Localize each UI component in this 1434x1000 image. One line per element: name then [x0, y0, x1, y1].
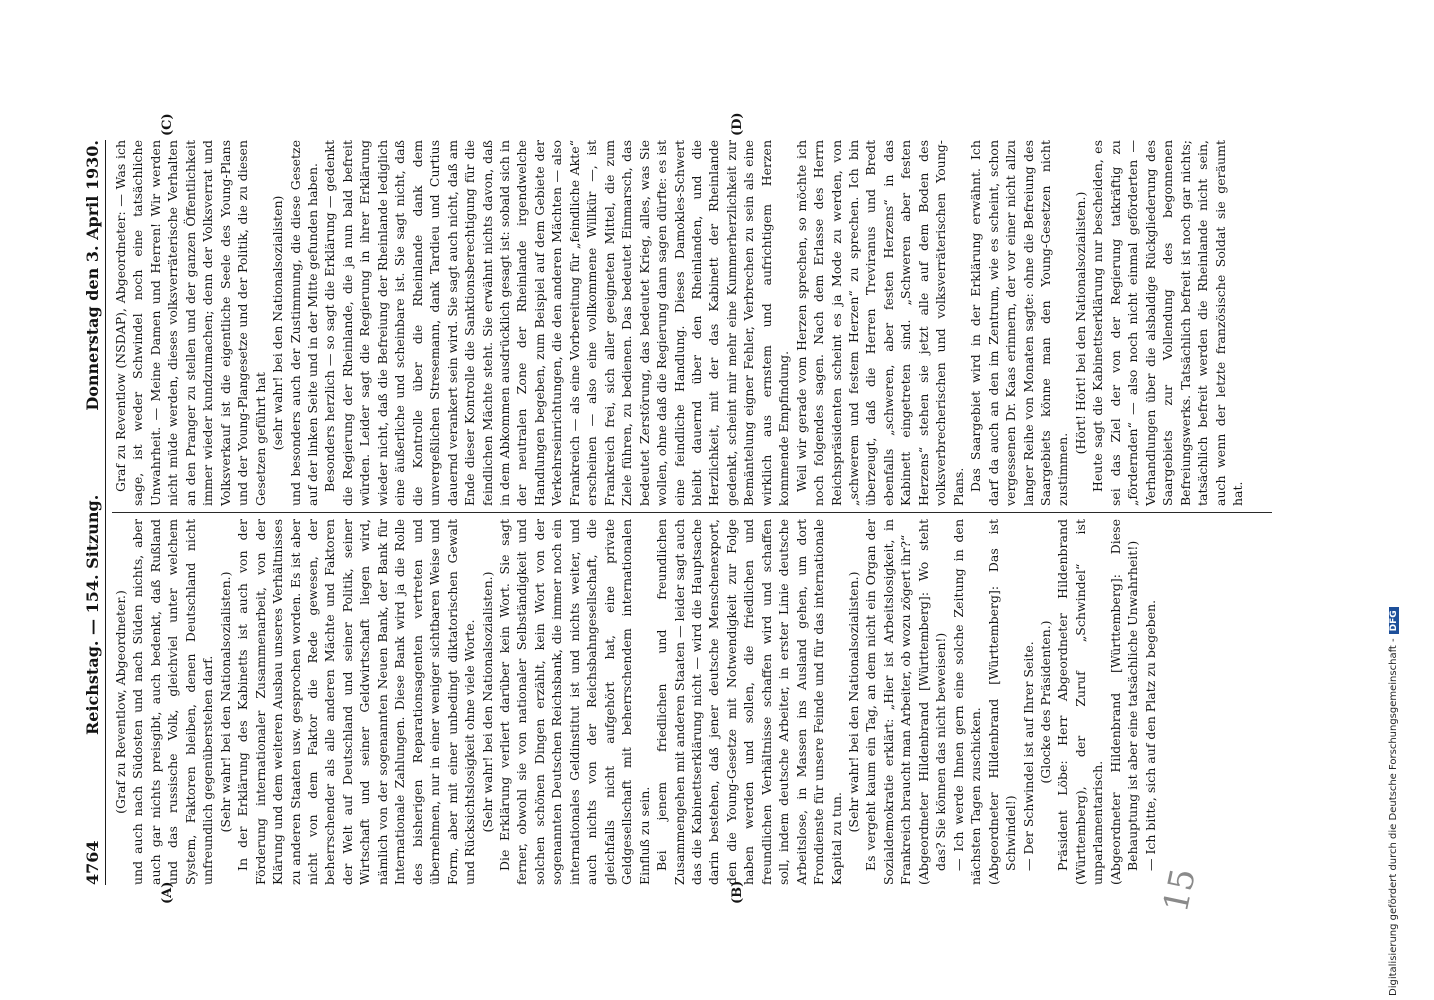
- paragraph: Die Erklärung verliert darüber kein Wort. Sie sagt ferner, obwohl sie von nationaler Selbständigkeit und solchen schönen Dingen erzählt, kein Wort von der sogenannten Deutschen Reichsbank, die immer noch ein internationales Geldinstitut ist und nichts weiter, und auch nichts von der Reichsbahngesellschaft, die gleichfalls nicht aufgehört hat, eine private Geldgesellschaft mit beherrschendem internationalen Einfluß zu sein.: [496, 519, 652, 885]
- interjection: (Sehr wahr! bei den Nationalsozialisten.): [217, 571, 233, 833]
- speaker-note: (Graf zu Reventlow, Abgeordneter.): [113, 590, 128, 814]
- paragraph: Es vergeht kaum ein Tag, an dem nicht ein Organ der Sozialdemokratie erklärt: „Hier ist Arbeitslosigkeit, in Frankreich braucht man Arbeiter, ob wozu zögert ihr?“: [863, 519, 914, 885]
- paragraph: Graf zu Reventlow (NSDAP), Abgeordneter: — Was ich sage, ist weder Schwindel noch eine tatsächliche Unwahrheit. — Meine Damen und Herren! Wir werden nicht müde werden, dieses volksverräterische Verhalten an den Pranger zu stellen und der ganzen Öffentlichkeit immer wieder kundzumachen; denn der Volksverrat und Volksverkauf ist die eigentliche Seele des Young-Plans und der Young-Plangesetze und der Politik, die zu diesen Gesetzen geführt hat: [113, 140, 268, 506]
- page-header: [83, 140, 106, 885]
- page-number: 4764: [83, 840, 102, 885]
- digitization-credit: [1388, 607, 1399, 996]
- paragraph: — Der Schwindel ist auf Ihrer Seite.: [1020, 641, 1036, 871]
- paragraph: Besonders herzlich — so sagt die Erklärung — gedenkt die Regierung der Rheinlande, die ja nun bald befreit würden. Leider sagt die Regierung in ihrer Erklärung wieder nicht, daß die Befreiung der Rheinlande lediglich eine äußerliche und scheinbare ist. Sie sagt nicht, daß die Kontrolle über die Rheinlande dank dem unvergeßlichen Stresemann, dank Tardieu und Curtius dauernd verankert sein wird. Sie sagt auch nicht, daß am Ende dieser Kontrolle die Sanktionsberechtigung für die feindlichen Mächte steht. Sie erwähnt nichts davon, daß in dem Abkommen ausdrücklich gesagt ist: sobald sich in der neutralen Zone der Rheinlande irgendwelche Handlungen begeben, zum Beispiel auf dem Gebiete der Verkehrseinrichtungen, die den anderen Mächten — also Frankreich — als eine Vorbereitung für „feindliche Akte“ erscheinen — also eine vollkommene Willkür —, ist Frankreich frei, sich aller geeigneten Mittel, die zum Ziele führen, zu bedienen. Das bedeutet Einmarsch, das bedeutet Zerstörung, das bedeutet Krieg, alles, was Sie wollen, ohne daß die Regierung dann sagen dürfte: es ist eine feindliche Handlung. Dieses Damokles-Schwert bleibt dauernd über den Rheinlanden, und die Herzlichkeit, mit der das Kabinett der Rheinlande gedenkt, scheint mir mehr eine Kummerherzlichkeit zur Bemäntelung eigner Fehler, Verbrechen zu sein als eine wirklich aus ernstem und aufrichtigem Herzen kommende Empfindung.: [322, 140, 792, 506]
- paragraph: Heute sagt die Kabinettserklärung nur bescheiden, es sei das Ziel der von der Regierung tatkräftig zu „fördernden“ — also noch nicht einmal geförderten — Verhandlungen über die alsbaldige Rückgliederung des Saargebiets zur Vollendung des begonnenen Befreiungswerks. Tatsächlich befreit ist noch gar nichts; tatsächlich befreit werden die Rheinlande nicht sein, auch wenn der letzte französische Soldat sie geräumt hat.: [1090, 140, 1245, 506]
- paragraph: In der Erklärung des Kabinetts ist auch von der Förderung internationaler Zusammenarbeit, von der Klärung und dem weiteren Ausbau unseres Verhältnisses zu anderen Staaten usw. gesprochen worden. Es ist aber nicht von dem Faktor die Rede gewesen, der beherrschender als alle anderen Mächte und Faktoren der Welt auf Deutschland und seiner Politik, seiner Wirtschaft und seiner Geldwirtschaft liegen wird, nämlich von der sogenannten Neuen Bank, der Bank für Internationale Zahlungen. Diese Bank wird ja die Rolle des bisherigen Reparationsagenten vertreten und übernehmen, nur in einer weniger sichtbaren Weise und Form, aber mit einer unbedingt diktatorischen Gewalt und Rücksichtslosigkeit ohne viele Worte.: [235, 519, 478, 885]
- paragraph: und auch nach Südosten und nach Süden nichts, aber auch gar nichts preisgibt, auch bedenkt, daß Rußland und das russische Volk, gleichviel unter welchem System, Faktoren bleiben, denen Deutschland nicht unfreundlich gegenüberstehen darf.: [130, 519, 216, 885]
- interjection: (Abgeordneter Hildenbrand [Württemberg]: Wo steht das? Sie können das nicht beweisen!): [915, 519, 949, 885]
- credit-text: Digitalisierung gefördert durch die Deutsche Forschungsgemeinschaft -: [1388, 638, 1399, 996]
- paragraph: Das Saargebiet wird in der Erklärung erwähnt. Ich darf da auch an den im Zentrum, wie es scheint, schon vergessenen Dr. Kaas erinnern, der vor einer nicht allzu langer Reihe von Monaten sagte: ohne die Befreiung des Saargebiets könne man den Young-Gesetzen nicht zustimmen.: [968, 140, 1071, 506]
- column-divider: [112, 512, 1272, 513]
- column-right: [112, 140, 1246, 506]
- margin-marker-c: (C): [160, 113, 175, 136]
- interjection: (Glocke des Präsidenten.): [1038, 620, 1054, 784]
- margin-marker-b: (B): [730, 880, 745, 904]
- interjection: (Sehr wahr! bei den Nationalsozialisten.): [846, 571, 862, 833]
- interjection: (Sehr wahr! bei den Nationalsozialisten.): [479, 571, 495, 833]
- margin-marker-a: (A): [160, 881, 175, 904]
- paragraph: und besonders auch der Zustimmung, die diese Gesetze auf der linken Seite und in der Mitte gefunden haben.: [287, 140, 320, 506]
- paragraph: — Ich bitte, sich auf den Platz zu begeben.: [1142, 599, 1158, 871]
- session-title: Reichstag. — 154. Sitzung.: [83, 494, 102, 735]
- interjection: (Abgeordneter Hildenbrand [Württemberg]: Das ist Schwindel!): [985, 519, 1019, 885]
- session-date: Donnerstag den 3. April 1930.: [83, 140, 102, 411]
- interjection: (Abgeordneter Hildenbrand [Württemberg]: Diese Behauptung ist aber eine tatsächliche Unwahrheit!): [1107, 519, 1141, 885]
- paragraph: Bei jenem friedlichen und freundlichen Zusammengehen mit anderen Staaten — leider sagt auch das die Kabinettserklärung nicht — wird die Hauptsache darin bestehen, daß jener deutsche Menschenexport, den die Young-Gesetze mit Notwendigkeit zur Folge haben werden und sollen, die friedlichen und freundlichen Verhältnisse schaffen wird und schaffen soll, indem deutsche Arbeiter, in erster Linie deutsche Arbeitslose, in Massen ins Ausland gehen, um dort Frondienste für unsere Feinde und für das internationale Kapital zu tun.: [654, 519, 844, 885]
- margin-marker-d: (D): [730, 112, 745, 136]
- paragraph: — Ich werde Ihnen gern eine solche Zeitung in den nächsten Tagen zuschicken.: [950, 519, 984, 885]
- handwritten-page-mark: 15: [1155, 865, 1205, 916]
- paragraph: Weil wir gerade vom Herzen sprechen, so möchte ich noch folgendes sagen. Nach dem Erlasse des Herrn Reichspräsidenten scheint es ja Mode zu werden, von „schwerem und festem Herzen“ zu sprechen. Ich bin überzeugt, daß die Herren Treviranus und Bredt ebenfalls „schweren, aber festen Herzens“ in das Kabinett eingetreten sind. „Schweren aber festen Herzens“ stehen sie jetzt alle auf dem Boden des volksverbrecherischen und volksverräterischen Young-Plans.: [793, 140, 966, 506]
- interjection: (sehr wahr! bei den Nationalsozialisten): [270, 195, 286, 451]
- column-left: [112, 519, 1159, 885]
- interjection: (Hört! Hört! bei den Nationalsozialisten.): [1072, 191, 1088, 455]
- president-remark: Präsident Löbe: Herr Abgeordneter Hildenbrand (Württemberg), der Zuruf „Schwindel“ ist unparlamentarisch.: [1055, 519, 1106, 885]
- dfg-logo: DFG: [1389, 607, 1399, 634]
